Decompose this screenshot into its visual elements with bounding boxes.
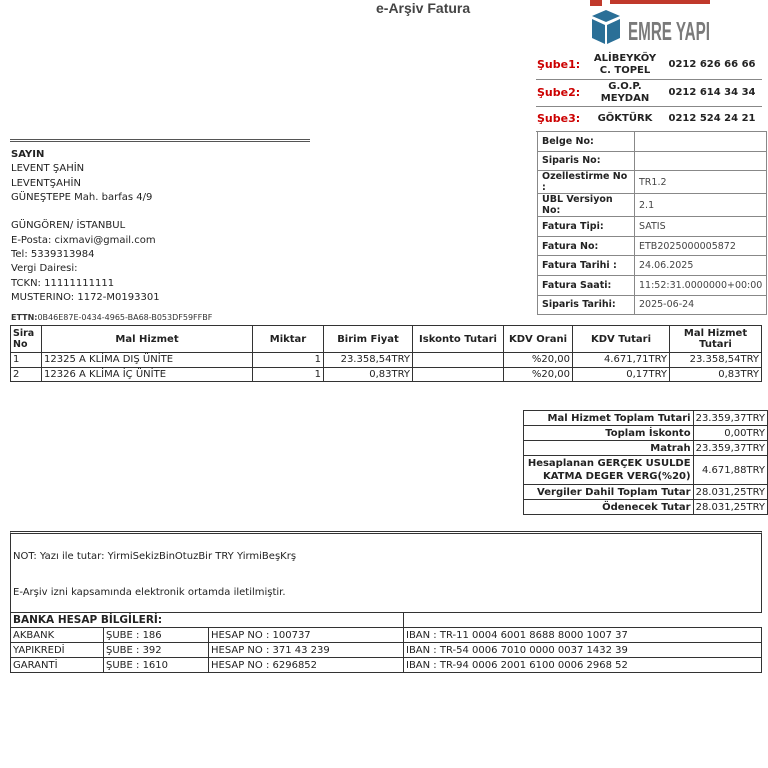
bank-info — [10, 612, 762, 673]
customer-line: GÜNGÖREN/ İSTANBUL — [11, 220, 126, 232]
customer-heading: SAYIN — [11, 149, 45, 160]
branch-label: Şube3: — [537, 111, 581, 125]
cell-kdv-tutari: 4.671,71TRY — [573, 353, 670, 368]
totals-row — [524, 500, 768, 515]
table-row — [11, 643, 762, 658]
meta-value: 11:52:31.0000000+00:00 — [635, 275, 767, 295]
bank-name: AKBANK — [11, 628, 104, 643]
meta-value — [635, 132, 767, 152]
totals-row — [524, 426, 768, 441]
logo-red-mark — [590, 0, 602, 6]
bank-account: HESAP NO : 100737 — [209, 628, 404, 643]
meta-key: UBL Versiyon No: — [538, 194, 635, 217]
total-key: Matrah — [524, 441, 694, 456]
meta-value: 2025-06-24 — [635, 295, 767, 315]
meta-key: Belge No: — [538, 132, 635, 152]
cell-miktar: 1 — [253, 353, 324, 368]
table-row — [11, 658, 762, 673]
cell-mal-hizmet: 12325 A KLİMA DIŞ ÜNİTE — [42, 353, 253, 368]
customer-line: E-Posta: cixmavi@gmail.com — [11, 234, 156, 246]
amount-in-words: NOT: Yazı ile tutar: YirmiSekizBinOtuzBir TRY YirmiBeşKrş — [13, 551, 297, 562]
meta-row — [538, 295, 767, 315]
invoice-meta — [537, 131, 767, 315]
col-iskonto: Iskonto Tutari — [413, 326, 504, 353]
col-mal-hizmet-tutari: Mal Hizmet Tutari — [670, 326, 762, 353]
cell-mal-hizmet: 12326 A KLİMA İÇ ÜNİTE — [42, 367, 253, 382]
logo-red-bar — [610, 0, 710, 4]
totals-row — [524, 441, 768, 456]
cell-mal-hizmet-tutari: 0,83TRY — [670, 367, 762, 382]
meta-key: Fatura Tipi: — [538, 217, 635, 237]
total-key: Ödenecek Tutar — [524, 500, 694, 515]
customer-line: LEVENTŞAHİN — [11, 177, 81, 189]
branch-phone: 0212 524 24 21 — [668, 112, 756, 124]
logo-text: EMRE YAPI — [628, 16, 710, 46]
document-title: e-Arşiv Fatura — [376, 0, 471, 16]
cell-iskonto — [413, 367, 504, 382]
note-box — [10, 531, 762, 613]
meta-row — [538, 236, 767, 256]
table-row — [11, 353, 762, 368]
meta-key: Fatura Saati: — [538, 275, 635, 295]
branch-label: Şube1: — [537, 57, 581, 71]
company-logo — [588, 0, 718, 50]
meta-value: 2.1 — [635, 194, 767, 217]
meta-key: Siparis Tarihi: — [538, 295, 635, 315]
logo-cube-icon — [592, 10, 620, 44]
total-key: Toplam İskonto — [524, 426, 694, 441]
meta-row — [538, 132, 767, 152]
customer-line: MUSTERINO: 1172-M0193301 — [11, 291, 160, 303]
cell-mal-hizmet-tutari: 23.358,54TRY — [670, 353, 762, 368]
meta-row — [538, 171, 767, 194]
meta-value: ETB2025000005872 — [635, 236, 767, 256]
totals-table — [523, 410, 768, 515]
meta-key: Fatura Tarihi : — [538, 256, 635, 276]
branch-label: Şube2: — [537, 85, 581, 99]
meta-row — [538, 217, 767, 237]
cell-iskonto — [413, 353, 504, 368]
meta-value — [635, 151, 767, 171]
customer-line — [11, 205, 160, 219]
branch-row — [536, 79, 762, 106]
branch-row — [536, 51, 762, 79]
customer-line: Vergi Dairesi: — [11, 263, 78, 275]
bank-name: GARANTİ — [11, 658, 104, 673]
table-row — [11, 628, 762, 643]
bank-iban: IBAN : TR-54 0006 7010 0000 0037 1432 39 — [404, 643, 762, 658]
bank-branch: ŞUBE : 186 — [104, 628, 209, 643]
totals-row — [524, 411, 768, 426]
customer-line: LEVENT ŞAHİN — [11, 163, 85, 175]
total-value: 28.031,25TRY — [693, 485, 767, 500]
cell-birim-fiyat: 23.358,54TRY — [324, 353, 413, 368]
items-header-row — [11, 326, 762, 353]
meta-value: 24.06.2025 — [635, 256, 767, 276]
branch-phone: 0212 614 34 34 — [668, 86, 756, 98]
customer-block — [11, 148, 160, 305]
bank-account: HESAP NO : 6296852 — [209, 658, 404, 673]
cell-sira: 2 — [11, 367, 42, 382]
customer-line: TCKN: 11111111111 — [11, 277, 115, 289]
cell-birim-fiyat: 0,83TRY — [324, 367, 413, 382]
customer-divider — [10, 139, 310, 142]
items-table — [10, 325, 762, 382]
total-value: 28.031,25TRY — [693, 500, 767, 515]
meta-row — [538, 256, 767, 276]
branch-name: ALİBEYKÖY C. TOPEL — [593, 52, 657, 76]
bank-iban: IBAN : TR-94 0006 2001 6100 0006 2968 52 — [404, 658, 762, 673]
col-miktar: Miktar — [253, 326, 324, 353]
col-mal-hizmet: Mal Hizmet — [42, 326, 253, 353]
meta-key: Siparis No: — [538, 151, 635, 171]
cell-miktar: 1 — [253, 367, 324, 382]
cell-kdv-tutari: 0,17TRY — [573, 367, 670, 382]
ettn-value: 0B46E87E-0434-4965-BA68-B053DF59FFBF — [37, 313, 213, 322]
col-birim-fiyat: Birim Fiyat — [324, 326, 413, 353]
branch-phone: 0212 626 66 66 — [668, 58, 756, 70]
branch-list — [536, 51, 762, 132]
meta-row — [538, 151, 767, 171]
totals-row — [524, 485, 768, 500]
total-value: 23.359,37TRY — [693, 411, 767, 426]
branch-name: G.O.P. MEYDAN — [600, 80, 650, 104]
meta-row — [538, 194, 767, 217]
total-value: 0,00TRY — [693, 426, 767, 441]
total-key: Hesaplanan GERÇEK USULDE KATMA DEGER VERG(%20) — [524, 456, 694, 485]
customer-line: GÜNEŞTEPE Mah. barfas 4/9 — [11, 191, 153, 203]
cell-sira: 1 — [11, 353, 42, 368]
ettn-label: ETTN: — [11, 313, 38, 322]
archive-notice: E-Arşiv izni kapsamında elektronik ortamda iletilmiştir. — [13, 587, 286, 598]
table-row — [11, 367, 762, 382]
bank-account: HESAP NO : 371 43 239 — [209, 643, 404, 658]
meta-row — [538, 275, 767, 295]
cell-kdv-orani: %20,00 — [504, 353, 573, 368]
branch-row — [536, 106, 762, 131]
total-value: 23.359,37TRY — [693, 441, 767, 456]
col-kdv-orani: KDV Orani — [504, 326, 573, 353]
col-sira-no: Sira No — [11, 326, 42, 353]
totals-row — [524, 456, 768, 485]
meta-value: TR1.2 — [635, 171, 767, 194]
meta-key: Fatura No: — [538, 236, 635, 256]
bank-name: YAPIKREDİ — [11, 643, 104, 658]
total-key: Vergiler Dahil Toplam Tutar — [524, 485, 694, 500]
bank-title: BANKA HESAP BİLGİLERİ: — [10, 612, 404, 627]
cell-kdv-orani: %20,00 — [504, 367, 573, 382]
bank-branch: ŞUBE : 392 — [104, 643, 209, 658]
meta-value: SATIS — [635, 217, 767, 237]
total-key: Mal Hizmet Toplam Tutari — [524, 411, 694, 426]
total-value: 4.671,88TRY — [693, 456, 767, 485]
branch-name: GÖKTÜRK — [597, 112, 653, 124]
ettn — [11, 313, 212, 322]
col-kdv-tutari: KDV Tutari — [573, 326, 670, 353]
bank-iban: IBAN : TR-11 0004 6001 8688 8000 1007 37 — [404, 628, 762, 643]
meta-key: Ozellestirme No : — [538, 171, 635, 194]
bank-branch: ŞUBE : 1610 — [104, 658, 209, 673]
customer-line: Tel: 5339313984 — [11, 249, 95, 261]
